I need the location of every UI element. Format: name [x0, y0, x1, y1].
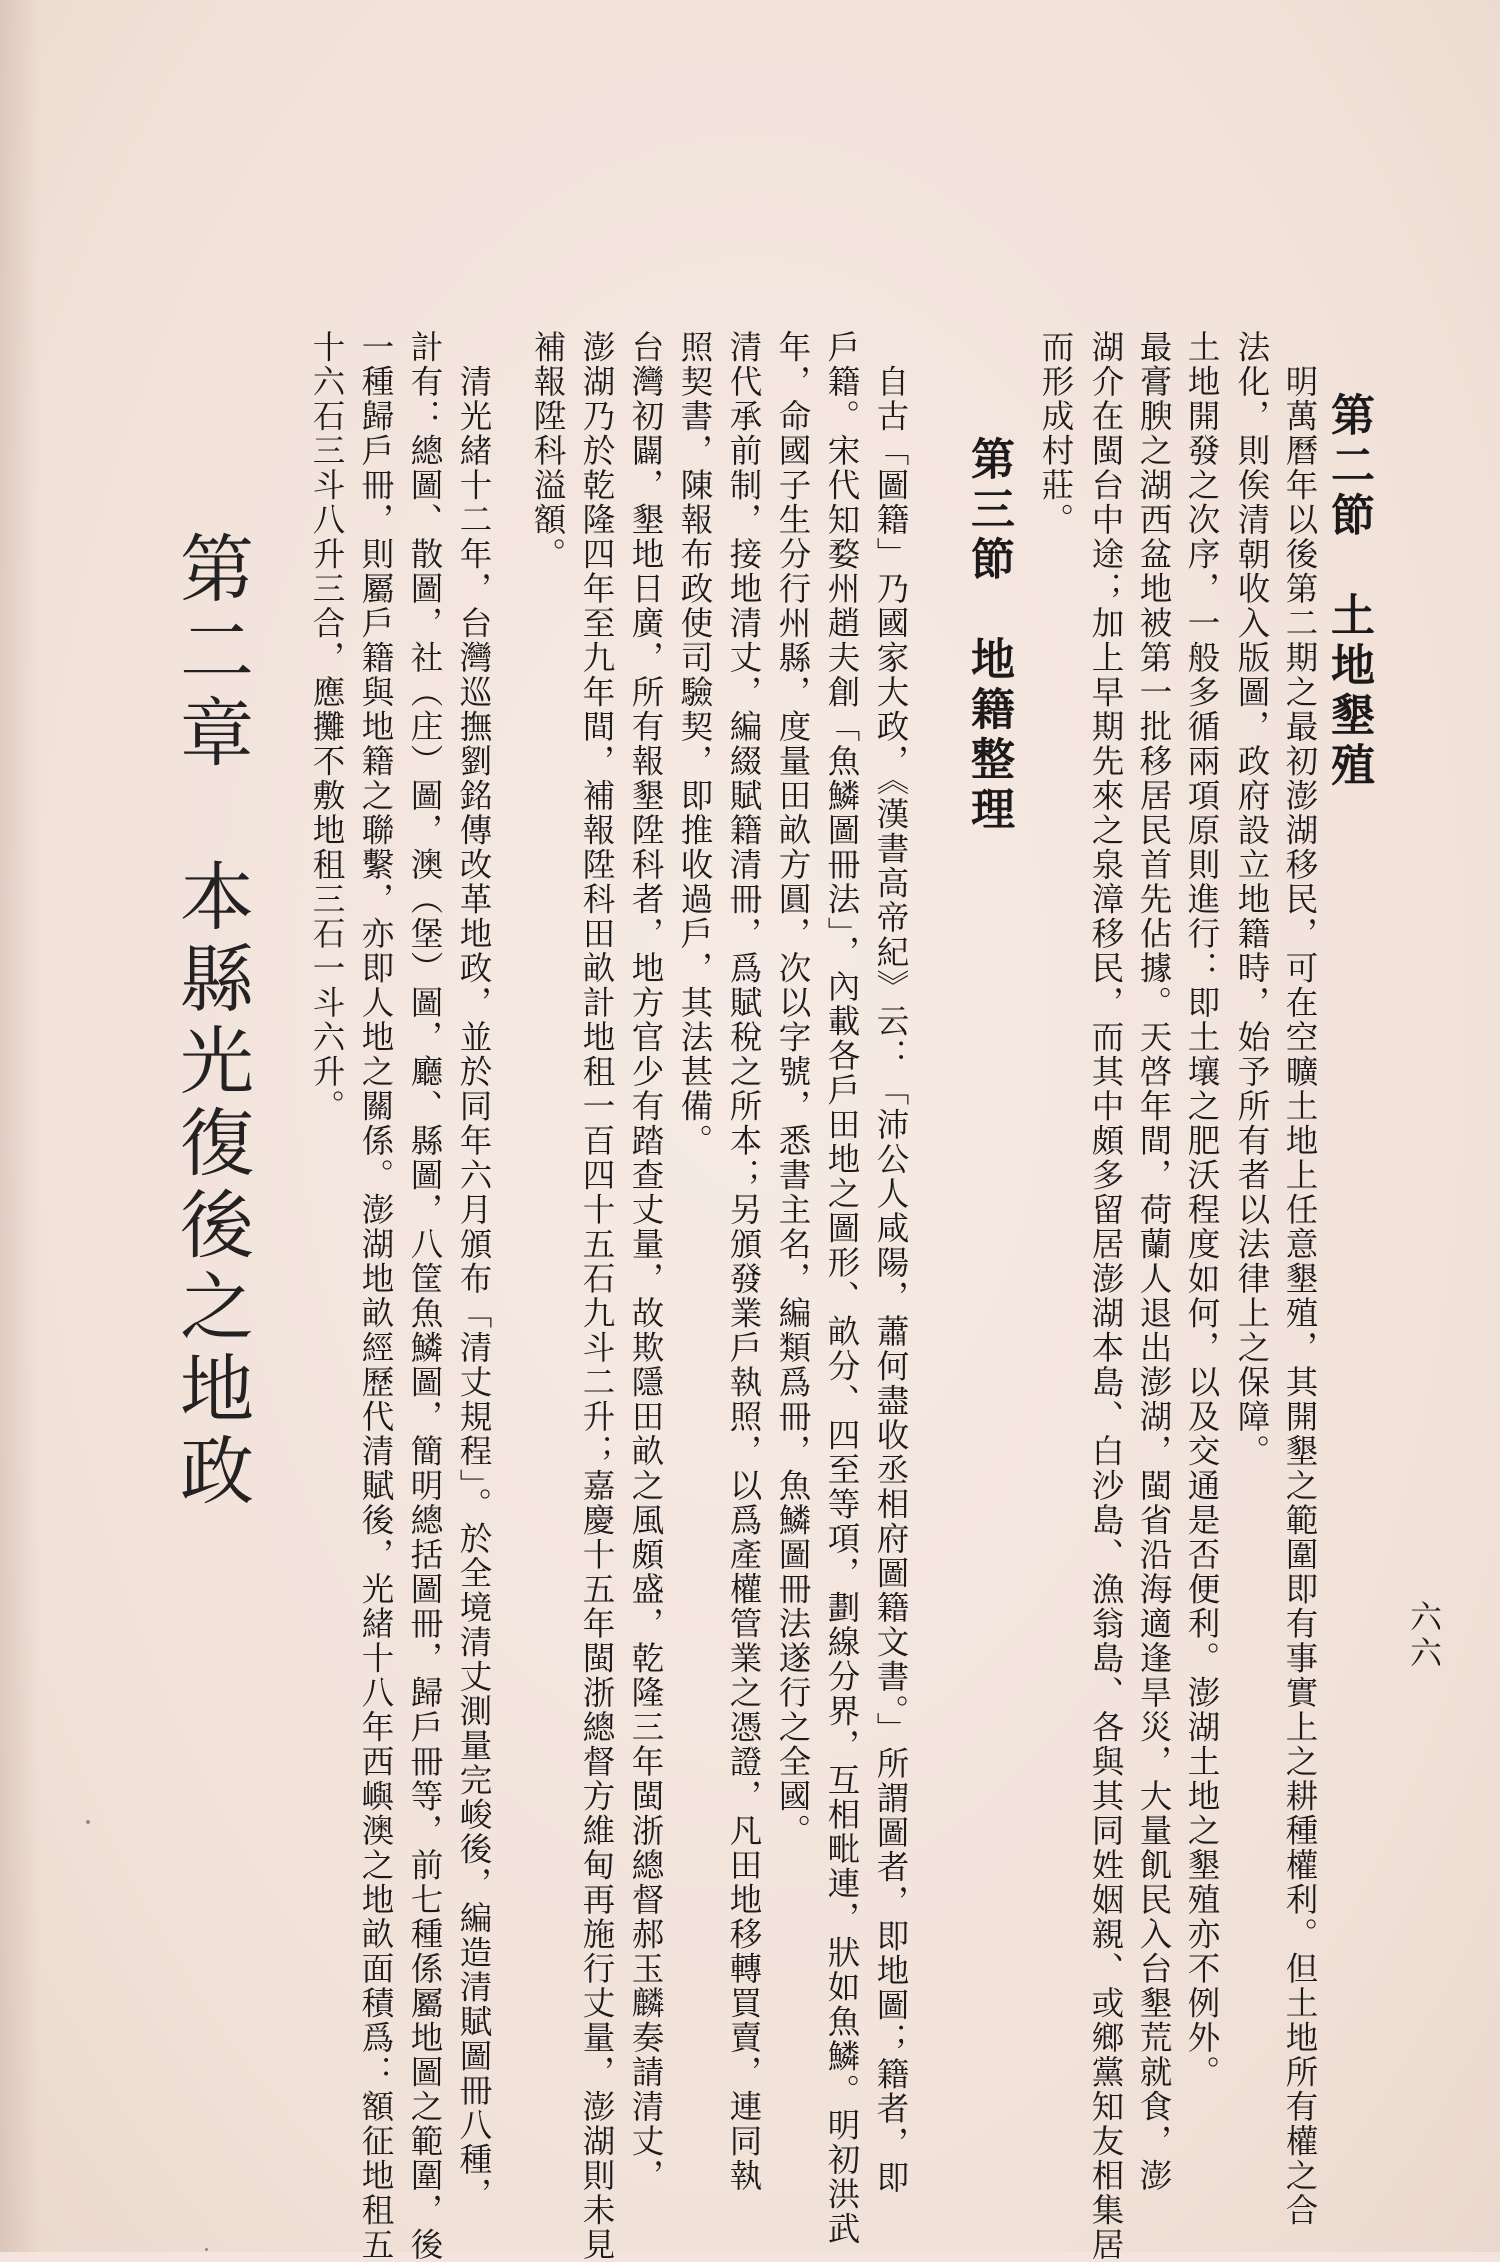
- section-two-paragraph: 湖介在閩台中途；加上早期先來之泉漳移民，而其中頗多留居澎湖本島、白沙島、漁翁島、各與其同姓姻親、或鄉黨知友相集居: [1087, 330, 1125, 2262]
- chapter-title: 第二章 本縣光復後之地政: [168, 530, 254, 1514]
- section-three-paragraph: 自古「圖籍」乃國家大政，《漢書高帝紀》云：「沛公人咸陽，蕭何盡收丞相府圖籍文書。」所謂圖者，即地圖；籍者，即: [872, 330, 910, 2195]
- section-two-paragraph: 而形成村莊。: [1037, 330, 1075, 537]
- section-three-paragraph: 照契書，陳報布政使司驗契，即推收過戶，其法甚備。: [676, 330, 714, 1158]
- page-edge-shadow: [0, 0, 40, 2252]
- section-three-paragraph: 台灣初闢，墾地日廣，所有報墾陞科者，地方官少有踏查丈量，故欺隱田畝之風頗盛，乾隆三年閩浙總督郝玉麟奏請清丈，: [627, 330, 665, 2193]
- section-three-paragraph: 年，命國子生分行州縣，度量田畝方圓，次以字號，悉書主名，編類爲冊，魚鱗圖冊法遂行之全國。: [774, 330, 812, 1848]
- scan-speck: [86, 1820, 90, 1824]
- page-number: 六六: [1405, 1600, 1443, 1672]
- section-three-paragraph: 一種歸戶冊，則屬戶籍與地籍之聯繫，亦即人地之關係。澎湖地畝經歷代清賦後，光緒十八年西嶼澳之地畝面積爲：額征地租五: [357, 330, 395, 2262]
- section-heading-land-reclamation: 第二節 土地墾殖: [1323, 392, 1374, 792]
- section-two-paragraph: 最膏腴之湖西盆地被第一批移居民首先佔據。天啓年間，荷蘭人退出澎湖，閩省沿海適逢旱災，大量飢民入台墾荒就食，澎: [1135, 330, 1173, 2193]
- section-three-paragraph: 補報陞科溢額。: [529, 330, 567, 572]
- section-three-paragraph: 戶籍。宋代知婺州趙夫創「魚鱗圖冊法」，內載各戶田地之圖形、畝分、四至等項，劃線分界，互相毗連，狀如魚鱗。明初洪武: [823, 330, 861, 2246]
- section-two-paragraph: 土地開發之次序，一般多循兩項原則進行：即土壤之肥沃程度如何，以及交通是否便利。澎湖土地之墾殖亦不例外。: [1183, 330, 1221, 2090]
- section-two-paragraph: 法化，則俟清朝收入版圖，政府設立地籍時，始予所有者以法律上之保障。: [1233, 330, 1271, 1469]
- scan-speck: [205, 2248, 208, 2251]
- section-three-paragraph: 十六石三斗八升三合，應攤不敷地租三石一斗六升。: [308, 330, 346, 1124]
- reverse-side-bleed: [823, 300, 860, 329]
- section-heading-land-registry: 第三節 地籍整理: [963, 436, 1014, 836]
- section-three-paragraph: 清光緒十二年，台灣巡撫劉銘傳改革地政，並於同年六月頒布「清丈規程」。於全境清丈測量完峻後，編造清賦圖冊八種，: [455, 330, 493, 2212]
- section-three-paragraph: 計有：總圖、散圖，社（庄）圖，澳（堡）圖，廳、縣圖，八筐魚鱗圖，簡明總括圖冊，歸戶冊等，前七種係屬地圖之範圍，後: [406, 330, 444, 2262]
- section-two-paragraph: 明萬曆年以後第二期之最初澎湖移民，可在空曠土地上任意墾殖，其開墾之範圍即有事實上之耕種權利。但土地所有權之合: [1281, 330, 1319, 2228]
- section-three-paragraph: 清代承前制，接地清丈，編綴賦籍清冊，爲賦稅之所本；另頒發業戶執照，以爲產權管業之憑證，凡田地移轉買賣，連同執: [725, 330, 763, 2193]
- section-three-paragraph: 澎湖乃於乾隆四年至九年間，補報陞科田畝計地租一百四十五石九斗二升；嘉慶十五年閩浙總督方維甸再施行丈量，澎湖則未見: [578, 330, 616, 2262]
